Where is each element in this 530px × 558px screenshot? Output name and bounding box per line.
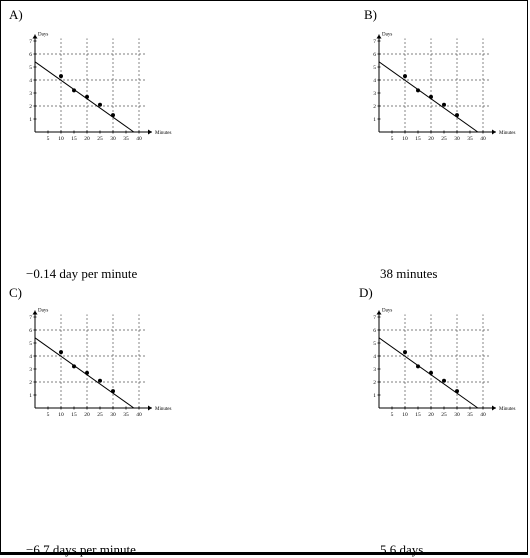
x-axis-label: Minutes [499, 407, 516, 412]
fit-line [379, 338, 478, 408]
option-d-graph [370, 306, 530, 424]
x-axis-arrow [492, 406, 496, 411]
y-tick-label: 4 [29, 78, 32, 84]
x-tick-label: 15 [415, 136, 421, 142]
x-tick-label: 15 [71, 136, 77, 142]
x-tick-label: 15 [415, 412, 421, 418]
data-point [442, 103, 446, 107]
option-a-letter: A) [9, 7, 23, 22]
data-point [72, 364, 76, 368]
y-tick-label: 6 [373, 328, 376, 334]
x-tick-label: 30 [454, 412, 460, 418]
x-tick-label: 25 [97, 412, 103, 418]
y-axis-label: Days [38, 32, 49, 38]
y-tick-label: 2 [29, 104, 32, 110]
data-point [98, 103, 102, 107]
data-point [111, 389, 115, 393]
x-tick-label: 20 [428, 136, 434, 142]
option-d-letter: D) [359, 285, 373, 300]
data-point [59, 74, 63, 78]
y-tick-label: 4 [373, 354, 376, 360]
y-tick-label: 3 [373, 367, 376, 373]
y-axis-arrow [377, 35, 382, 39]
x-tick-label: 40 [480, 136, 486, 142]
data-point [85, 371, 89, 375]
data-point [111, 113, 115, 117]
x-tick-label: 40 [136, 136, 142, 142]
x-tick-label: 40 [480, 412, 486, 418]
x-tick-label: 30 [110, 412, 116, 418]
x-tick-label: 30 [110, 136, 116, 142]
x-axis-arrow [492, 130, 496, 135]
y-axis-label: Days [382, 308, 393, 314]
y-tick-label: 1 [373, 393, 376, 399]
y-tick-label: 5 [29, 341, 32, 347]
y-tick-label: 7 [373, 315, 376, 321]
x-tick-label: 25 [97, 136, 103, 142]
option-c-graph [26, 306, 186, 424]
x-tick-label: 35 [123, 136, 129, 142]
x-axis-arrow [148, 130, 152, 135]
x-tick-label: 25 [441, 136, 447, 142]
x-tick-label: 40 [136, 412, 142, 418]
x-tick-label: 35 [123, 412, 129, 418]
fit-line [35, 338, 134, 408]
y-tick-label: 4 [373, 78, 376, 84]
y-tick-label: 2 [373, 380, 376, 386]
x-tick-label: 15 [71, 412, 77, 418]
y-tick-label: 3 [29, 367, 32, 373]
data-point [455, 389, 459, 393]
x-axis-label: Minutes [155, 131, 172, 136]
x-tick-label: 10 [402, 136, 408, 142]
option-a-graph [26, 30, 186, 148]
x-axis-arrow [148, 406, 152, 411]
y-tick-label: 6 [29, 52, 32, 58]
x-tick-label: 10 [402, 412, 408, 418]
option-c-letter: C) [9, 285, 22, 300]
option-b-graph [370, 30, 530, 148]
fit-line [379, 62, 478, 132]
y-tick-label: 4 [29, 354, 32, 360]
y-tick-label: 5 [29, 65, 32, 71]
option-a-answer: −0.14 day per minute [26, 266, 138, 281]
data-point [429, 95, 433, 99]
x-tick-label: 25 [441, 412, 447, 418]
y-tick-label: 7 [29, 315, 32, 321]
data-point [59, 350, 63, 354]
y-tick-label: 1 [29, 393, 32, 399]
x-tick-label: 5 [390, 412, 394, 418]
y-tick-label: 6 [373, 52, 376, 58]
y-tick-label: 5 [373, 65, 376, 71]
x-axis-label: Minutes [499, 131, 516, 136]
x-tick-label: 20 [428, 412, 434, 418]
x-tick-label: 20 [84, 136, 90, 142]
data-point [403, 350, 407, 354]
x-tick-label: 35 [467, 412, 473, 418]
data-point [403, 74, 407, 78]
x-tick-label: 35 [467, 136, 473, 142]
option-b-letter: B) [364, 7, 377, 22]
data-point [416, 364, 420, 368]
fit-line [35, 62, 134, 132]
y-tick-label: 5 [373, 341, 376, 347]
data-point [442, 379, 446, 383]
y-tick-label: 7 [373, 39, 376, 45]
y-tick-label: 3 [29, 91, 32, 97]
x-tick-label: 5 [46, 412, 50, 418]
y-tick-label: 7 [29, 39, 32, 45]
y-tick-label: 3 [373, 91, 376, 97]
x-axis-label: Minutes [155, 407, 172, 412]
y-tick-label: 2 [373, 104, 376, 110]
y-axis-label: Days [382, 32, 393, 38]
y-axis-arrow [377, 311, 382, 315]
y-tick-label: 1 [373, 117, 376, 123]
option-b-answer: 38 minutes [380, 266, 438, 281]
data-point [98, 379, 102, 383]
option-c-answer: −6.7 days per minute [26, 542, 136, 557]
data-point [85, 95, 89, 99]
y-tick-label: 1 [29, 117, 32, 123]
x-tick-label: 30 [454, 136, 460, 142]
y-tick-label: 6 [29, 328, 32, 334]
data-point [416, 88, 420, 92]
option-d-answer: 5.6 days [380, 542, 424, 557]
x-tick-label: 5 [46, 136, 50, 142]
data-point [72, 88, 76, 92]
y-axis-arrow [33, 35, 38, 39]
x-tick-label: 10 [58, 412, 64, 418]
x-tick-label: 10 [58, 136, 64, 142]
data-point [429, 371, 433, 375]
y-axis-label: Days [38, 308, 49, 314]
y-tick-label: 2 [29, 380, 32, 386]
x-tick-label: 5 [390, 136, 394, 142]
x-tick-label: 20 [84, 412, 90, 418]
data-point [455, 113, 459, 117]
y-axis-arrow [33, 311, 38, 315]
